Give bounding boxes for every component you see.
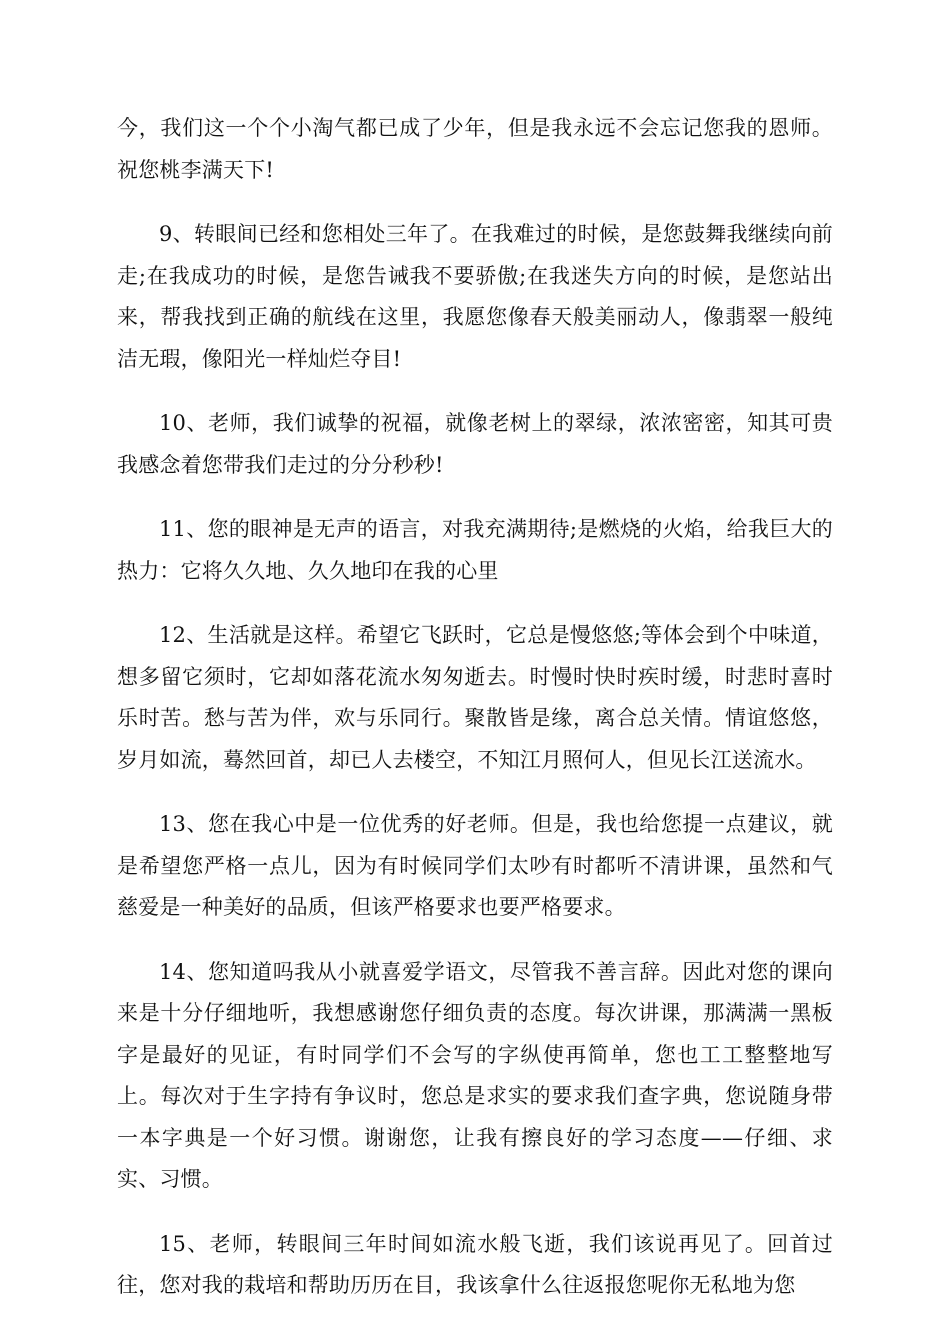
paragraph-13: 13、您在我心中是一位优秀的好老师。但是，我也给您提一点建议，就是希望您严格一点儿，因为有时候同学们太吵有时都听不清讲课，虽然和气慈爱是一种美好的品质，但该严格要求也要严格要求。 [117, 812, 833, 919]
paragraph-12: 12、生活就是这样。希望它飞跃时，它总是慢悠悠;等体会到个中味道，想多留它须时，它却如落花流水匆匆逝去。时慢时快时疾时缓，时悲时喜时乐时苦。愁与苦为伴，欢与乐同行。聚散皆是缘，离合总关情。情谊悠悠，岁月如流，蓦然回首，却已人去楼空，不知江月照何人，但见长江送流水。 [117, 623, 833, 772]
document-page [117, 108, 833, 1330]
paragraph-10: 10、老师，我们诚挚的祝福，就像老树上的翠绿，浓浓密密，知其可贵我感念着您带我们走过的分分秒秒! [117, 411, 833, 477]
paragraph-14: 14、您知道吗我从小就喜爱学语文，尽管我不善言辞。因此对您的课向来是十分仔细地听，我想感谢您仔细负责的态度。每次讲课，那满满一黑板字是最好的见证，有时同学们不会写的字纵使再简单，您也工工整整地写上。每次对于生字持有争议时，您总是求实的要求我们查字典，您说随身带一本字典是一个好习惯。谢谢您，让我有擦良好的学习态度——仔细、求实、习惯。 [117, 959, 833, 1191]
paragraph-continuation: 今，我们这一个个小淘气都已成了少年，但是我永远不会忘记您我的恩师。祝您桃李满天下! [117, 116, 833, 182]
paragraph-15: 15、老师，转眼间三年时间如流水般飞逝，我们该说再见了。回首过往，您对我的栽培和帮助历历在目，我该拿什么往返报您呢你无私地为您 [117, 1231, 833, 1297]
paragraph-9: 9、转眼间已经和您相处三年了。在我难过的时候，是您鼓舞我继续向前走;在我成功的时候，是您告诫我不要骄傲;在我迷失方向的时候，是您站出来，帮我找到正确的航线在这里，我愿您像春天般美丽动人，像翡翠一般纯洁无瑕，像阳光一样灿烂夺目! [117, 222, 833, 371]
paragraph-11: 11、您的眼神是无声的语言，对我充满期待;是燃烧的火焰，给我巨大的热力：它将久久地、久久地印在我的心里 [117, 517, 833, 583]
